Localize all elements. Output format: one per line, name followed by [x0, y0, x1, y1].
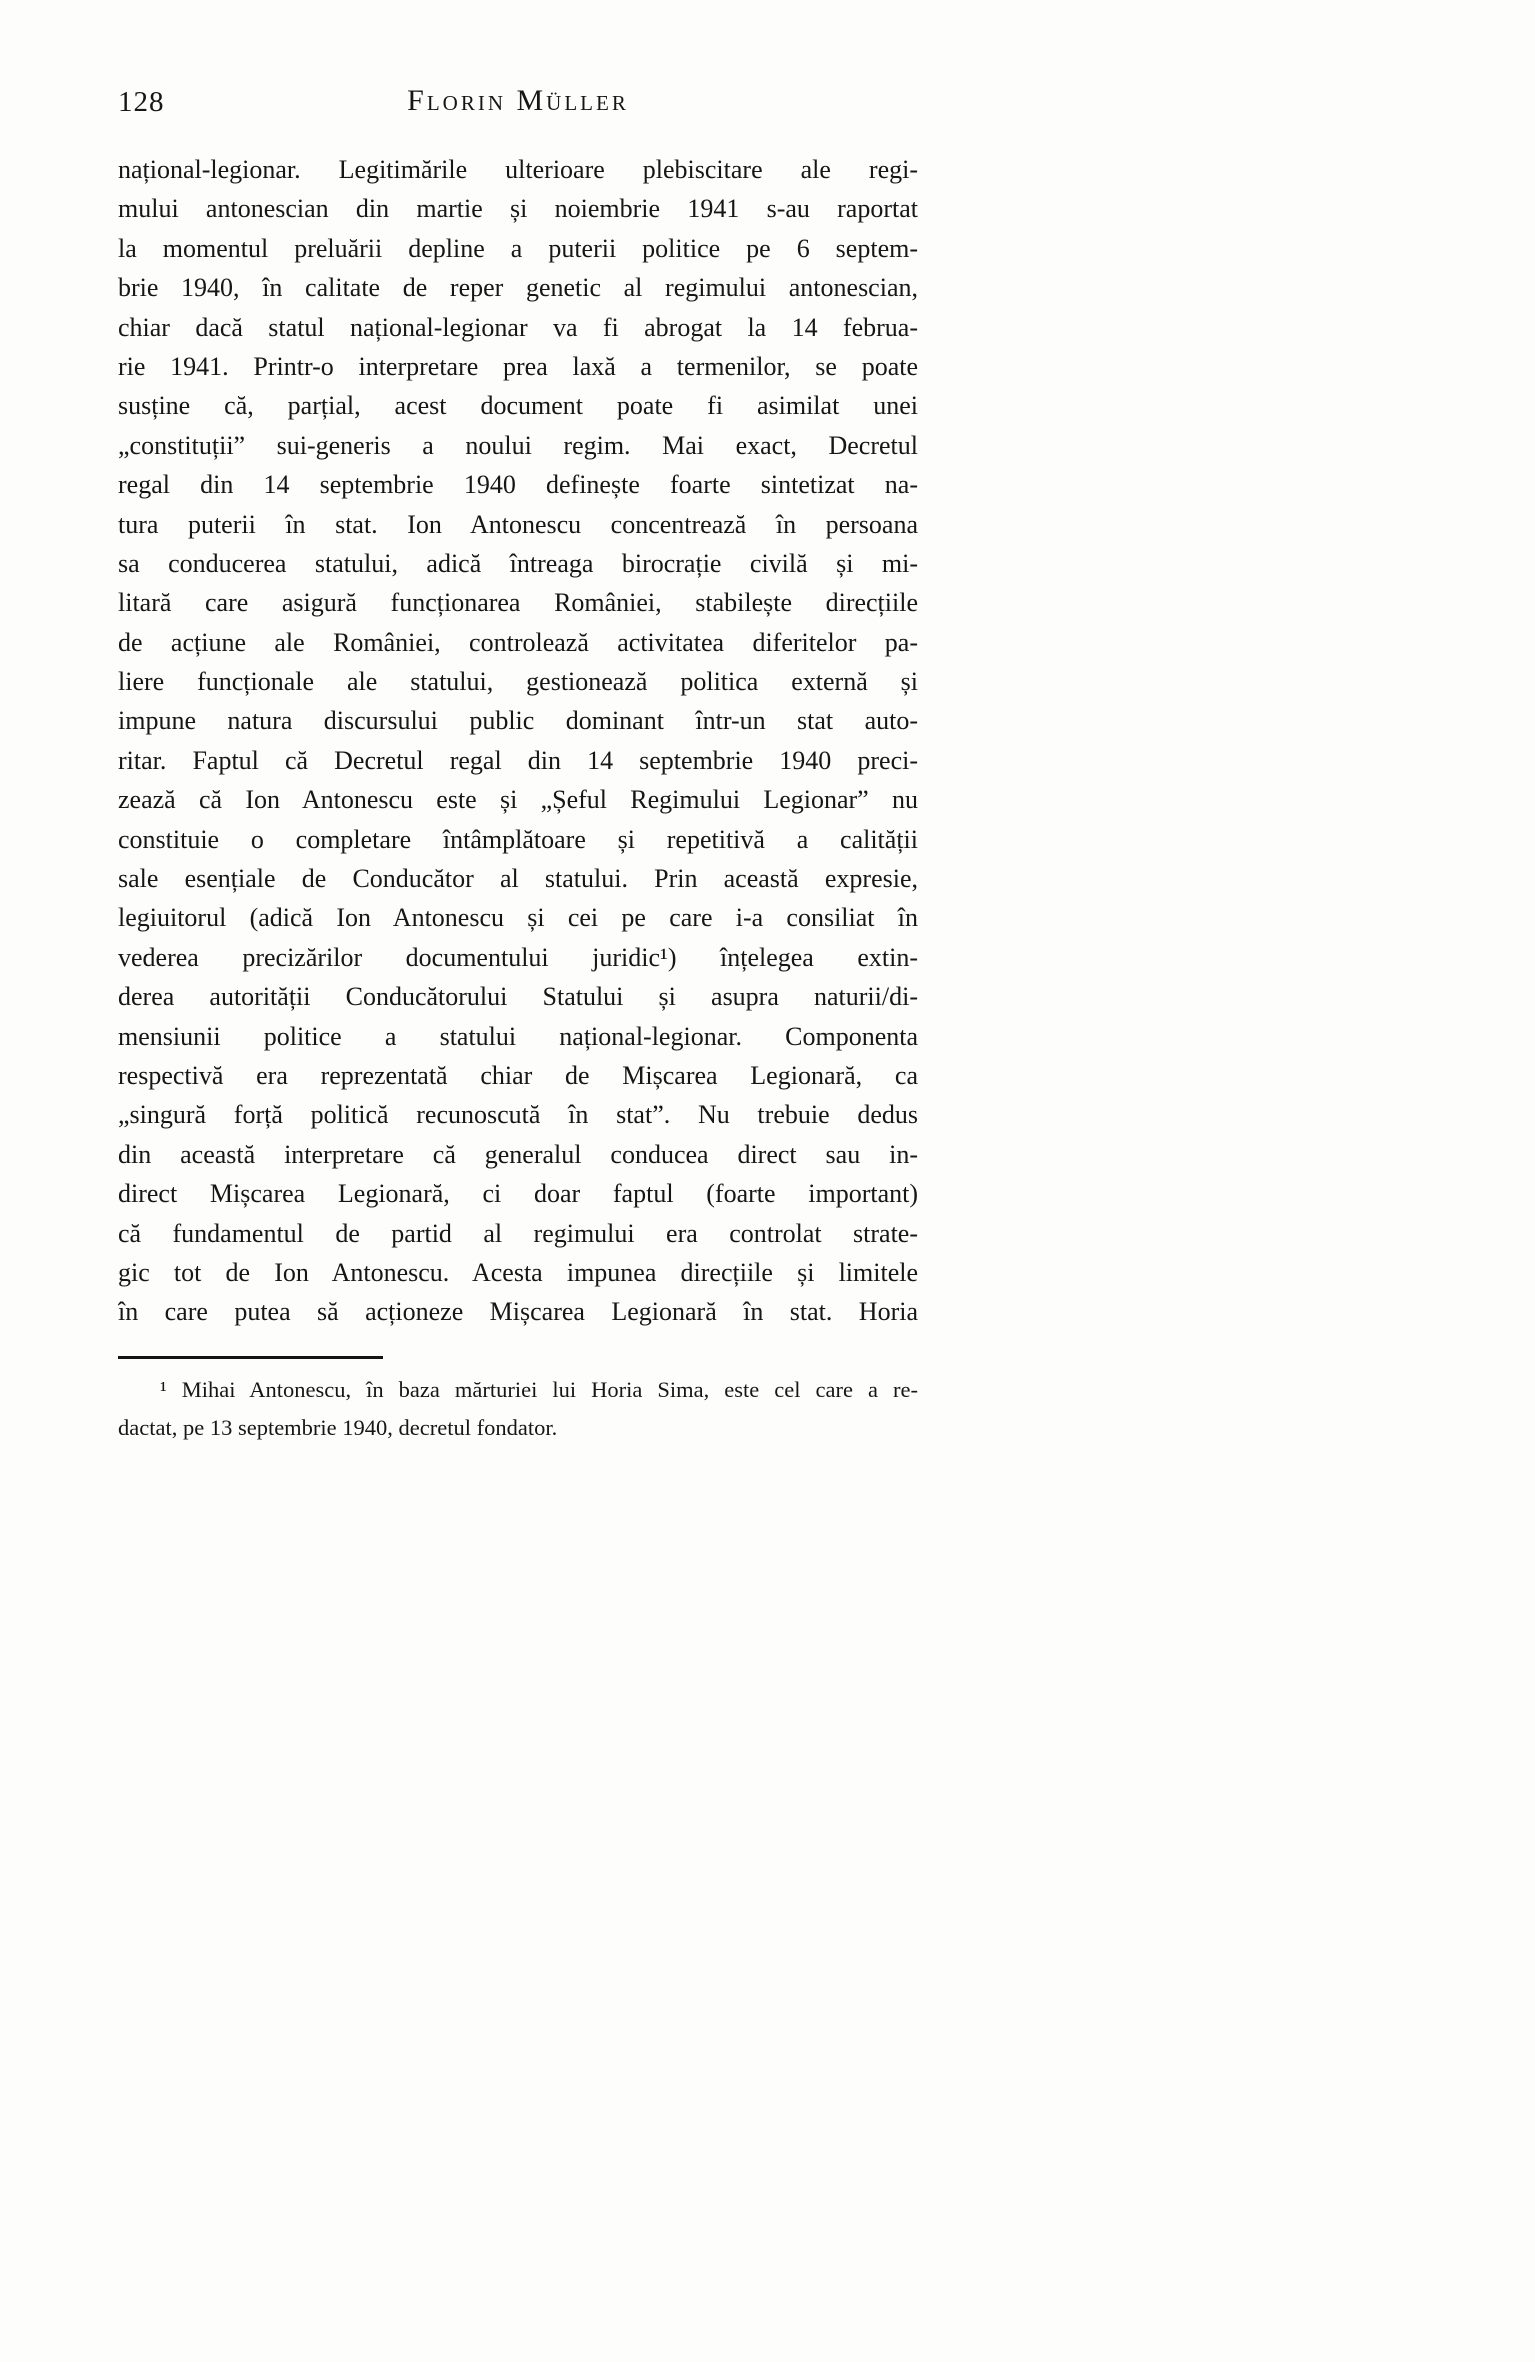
page-number: 128 — [118, 86, 165, 118]
text-line: vederea precizărilor documentului juridic¹) înțelegea extin- — [118, 942, 918, 972]
text-line: tura puterii în stat. Ion Antonescu concentrează în persoana — [118, 509, 918, 539]
text-line: sa conducerea statului, adică întreaga birocrație civilă și mi- — [118, 548, 918, 578]
text-line: mului antonescian din martie și noiembrie 1941 s-au raportat — [118, 194, 918, 224]
text-line: regal din 14 septembrie 1940 definește foarte sintetizat na- — [118, 470, 918, 500]
text-line: respectivă era reprezentată chiar de Mișcarea Legionară, ca — [118, 1060, 918, 1090]
text-line: direct Mișcarea Legionară, ci doar faptul (foarte important) — [118, 1179, 918, 1209]
text-line: chiar dacă statul național-legionar va fi abrogat la 14 februa- — [118, 312, 918, 342]
text-line: brie 1940, în calitate de reper genetic al regimului antonescian, — [118, 273, 918, 303]
text-line: rie 1941. Printr-o interpretare prea laxă a termenilor, se poate — [118, 351, 918, 381]
text-line: derea autorității Conducătorului Statului și asupra naturii/di- — [118, 982, 918, 1012]
text-line: susține că, parțial, acest document poate fi asimilat unei — [118, 391, 918, 421]
text-line: gic tot de Ion Antonescu. Acesta impunea direcțiile și limitele — [118, 1257, 918, 1287]
text-line: în care putea să acționeze Mișcarea Legionară în stat. Horia — [118, 1297, 918, 1327]
text-line: ritar. Faptul că Decretul regal din 14 septembrie 1940 preci- — [118, 745, 918, 775]
body-text — [118, 150, 918, 1332]
footnote-separator — [118, 1356, 383, 1359]
text-line: de acțiune ale României, controlează activitatea diferitelor pa- — [118, 627, 918, 657]
text-line: impune natura discursului public dominant într-un stat auto- — [118, 706, 918, 736]
text-line: liere funcționale ale statului, gestionează politica externă și — [118, 667, 918, 697]
text-line: zează că Ion Antonescu este și „Șeful Regimului Legionar” nu — [118, 785, 918, 815]
text-line: că fundamentul de partid al regimului era controlat strate- — [118, 1218, 918, 1248]
footnote-line: ¹ Mihai Antonescu, în baza mărturiei lui Horia Sima, este cel care a re- — [160, 1376, 918, 1402]
text-line: național-legionar. Legitimările ulterioare plebiscitare ale regi- — [118, 155, 918, 184]
text-line: litară care asigură funcționarea României, stabilește direcțiile — [118, 588, 918, 618]
text-line: sale esențiale de Conducător al statului. Prin această expresie, — [118, 864, 918, 894]
text-line: legiuitorul (adică Ion Antonescu și cei pe care i-a consiliat în — [118, 903, 918, 933]
footnote-line: dactat, pe 13 septembrie 1940, decretul fondator. — [118, 1414, 558, 1440]
text-line: constituie o completare întâmplătoare și repetitivă a calității — [118, 824, 918, 854]
text-line: mensiunii politice a statului național-legionar. Componenta — [118, 1021, 918, 1051]
text-line: la momentul preluării depline a puterii politice pe 6 septem- — [118, 233, 918, 263]
text-line: „constituții” sui-generis a noului regim. Mai exact, Decretul — [118, 430, 918, 460]
footnote — [118, 1356, 918, 1447]
text-line: „singură forță politică recunoscută în stat”. Nu trebuie dedus — [118, 1100, 918, 1130]
page-header — [118, 84, 918, 124]
running-title: Florin Müller — [407, 84, 629, 117]
text-block — [118, 84, 918, 1447]
text-line: din această interpretare că generalul conducea direct sau in- — [118, 1139, 918, 1169]
